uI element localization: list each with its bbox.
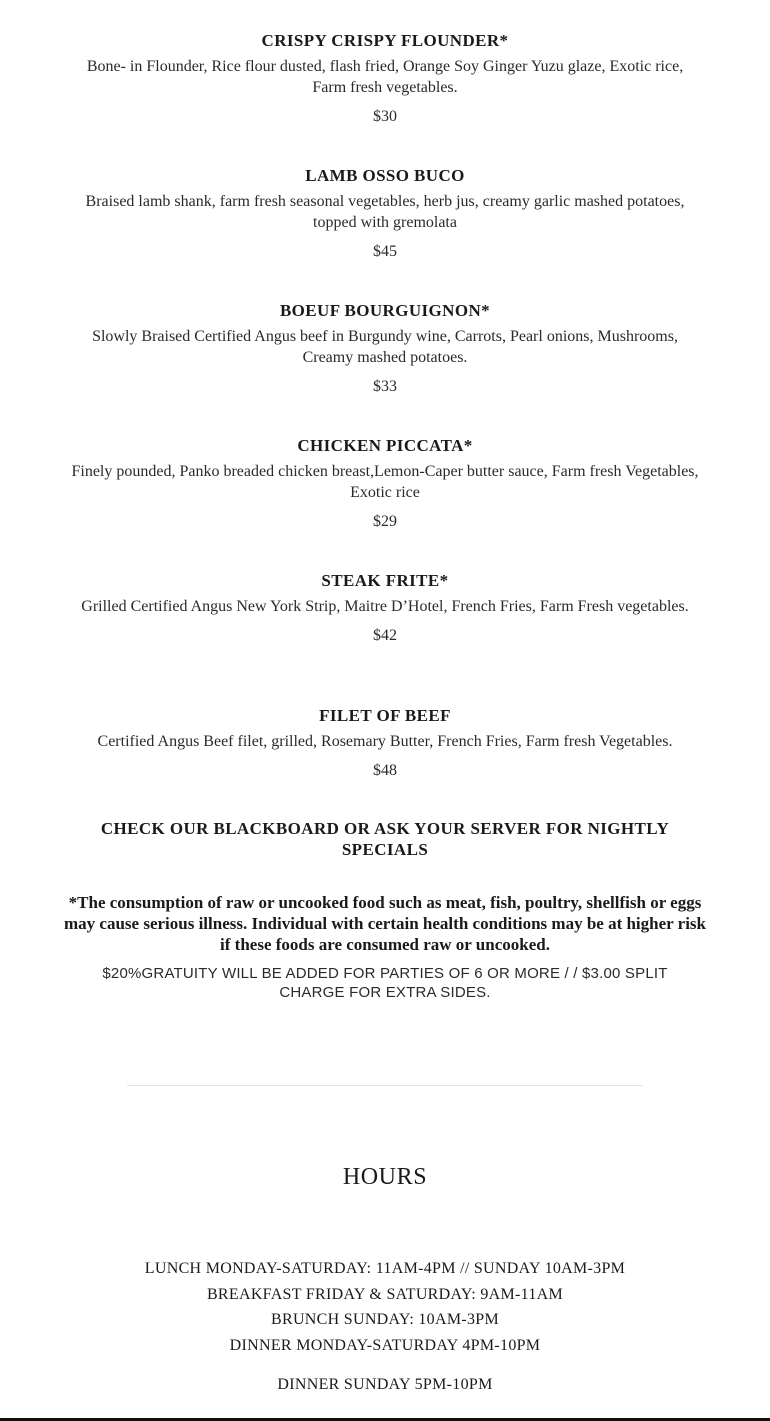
hours-title: HOURS bbox=[342, 1164, 428, 1190]
menu-item-price: $42 bbox=[373, 627, 397, 644]
menu-item-name: FILET OF BEEF bbox=[319, 706, 451, 725]
menu-item-description: Grilled Certified Angus New York Strip, Maitre D’Hotel, French Fries, Farm Fresh vegetables. bbox=[81, 598, 689, 615]
menu-item-description: Bone- in Flounder, Rice flour dusted, flash fried, Orange Soy Ginger Yuzu glaze, Exotic rice, Farm fresh vegetables. bbox=[86, 58, 684, 96]
section-divider bbox=[127, 1085, 643, 1086]
menu-item-name: LAMB OSSO BUCO bbox=[305, 166, 465, 185]
menu-item-price: $30 bbox=[373, 108, 397, 125]
hours-line-lunch: LUNCH MONDAY-SATURDAY: 11AM-4PM // SUNDAY 10AM-3PM bbox=[144, 1260, 626, 1277]
menu-item bbox=[70, 300, 700, 397]
menu-item bbox=[70, 705, 700, 781]
menu-item-name: BOEUF BOURGUIGNON* bbox=[279, 301, 491, 320]
gratuity-note: $20%GRATUITY WILL BE ADDED FOR PARTIES OF 6 OR MORE / / $3.00 SPLIT CHARGE FOR EXTRA SIDES. bbox=[102, 965, 668, 1001]
menu-item-name: CHICKEN PICCATA* bbox=[297, 436, 473, 455]
consumption-warning: *The consumption of raw or uncooked food such as meat, fish, poultry, shellfish or eggs may cause serious illness. Individual with certain health conditions may be at higher risk if these foods are consumed raw or uncooked. bbox=[64, 893, 706, 954]
hours-line-breakfast: BREAKFAST FRIDAY & SATURDAY: 9AM-11AM bbox=[206, 1285, 564, 1303]
menu-item-description: Braised lamb shank, farm fresh seasonal vegetables, herb jus, creamy garlic mashed potatoes, topped with gremolata bbox=[85, 193, 685, 231]
hours-line-dinner: DINNER MONDAY-SATURDAY 4PM-10PM bbox=[229, 1336, 541, 1354]
hours-list bbox=[0, 1256, 770, 1358]
menu-item-name: CRISPY CRISPY FLOUNDER* bbox=[261, 31, 509, 50]
hours-line-dinner-sunday: DINNER SUNDAY 5PM-10PM bbox=[277, 1376, 493, 1393]
hours-line-brunch: BRUNCH SUNDAY: 10AM-3PM bbox=[271, 1311, 499, 1328]
menu-item-price: $48 bbox=[373, 762, 397, 779]
specials-note: CHECK OUR BLACKBOARD OR ASK YOUR SERVER FOR NIGHTLY SPECIALS bbox=[100, 819, 670, 859]
menu-item bbox=[70, 165, 700, 262]
menu-item-description: Certified Angus Beef filet, grilled, Rosemary Butter, French Fries, Farm fresh Vegetables. bbox=[97, 733, 673, 750]
menu-item-description: Finely pounded, Panko breaded chicken breast,Lemon-Caper butter sauce, Farm fresh Vegetables, Exotic rice bbox=[71, 463, 699, 501]
menu-item-price: $33 bbox=[373, 378, 397, 395]
menu-item-name: STEAK FRITE* bbox=[321, 571, 449, 590]
menu-item-price: $29 bbox=[373, 513, 397, 530]
menu-item bbox=[70, 30, 700, 127]
menu-item bbox=[70, 570, 700, 646]
menu-item-price: $45 bbox=[373, 243, 397, 260]
menu-item bbox=[70, 435, 700, 532]
menu-item-description: Slowly Braised Certified Angus beef in Burgundy wine, Carrots, Pearl onions, Mushrooms, Creamy mashed potatoes. bbox=[92, 328, 678, 366]
